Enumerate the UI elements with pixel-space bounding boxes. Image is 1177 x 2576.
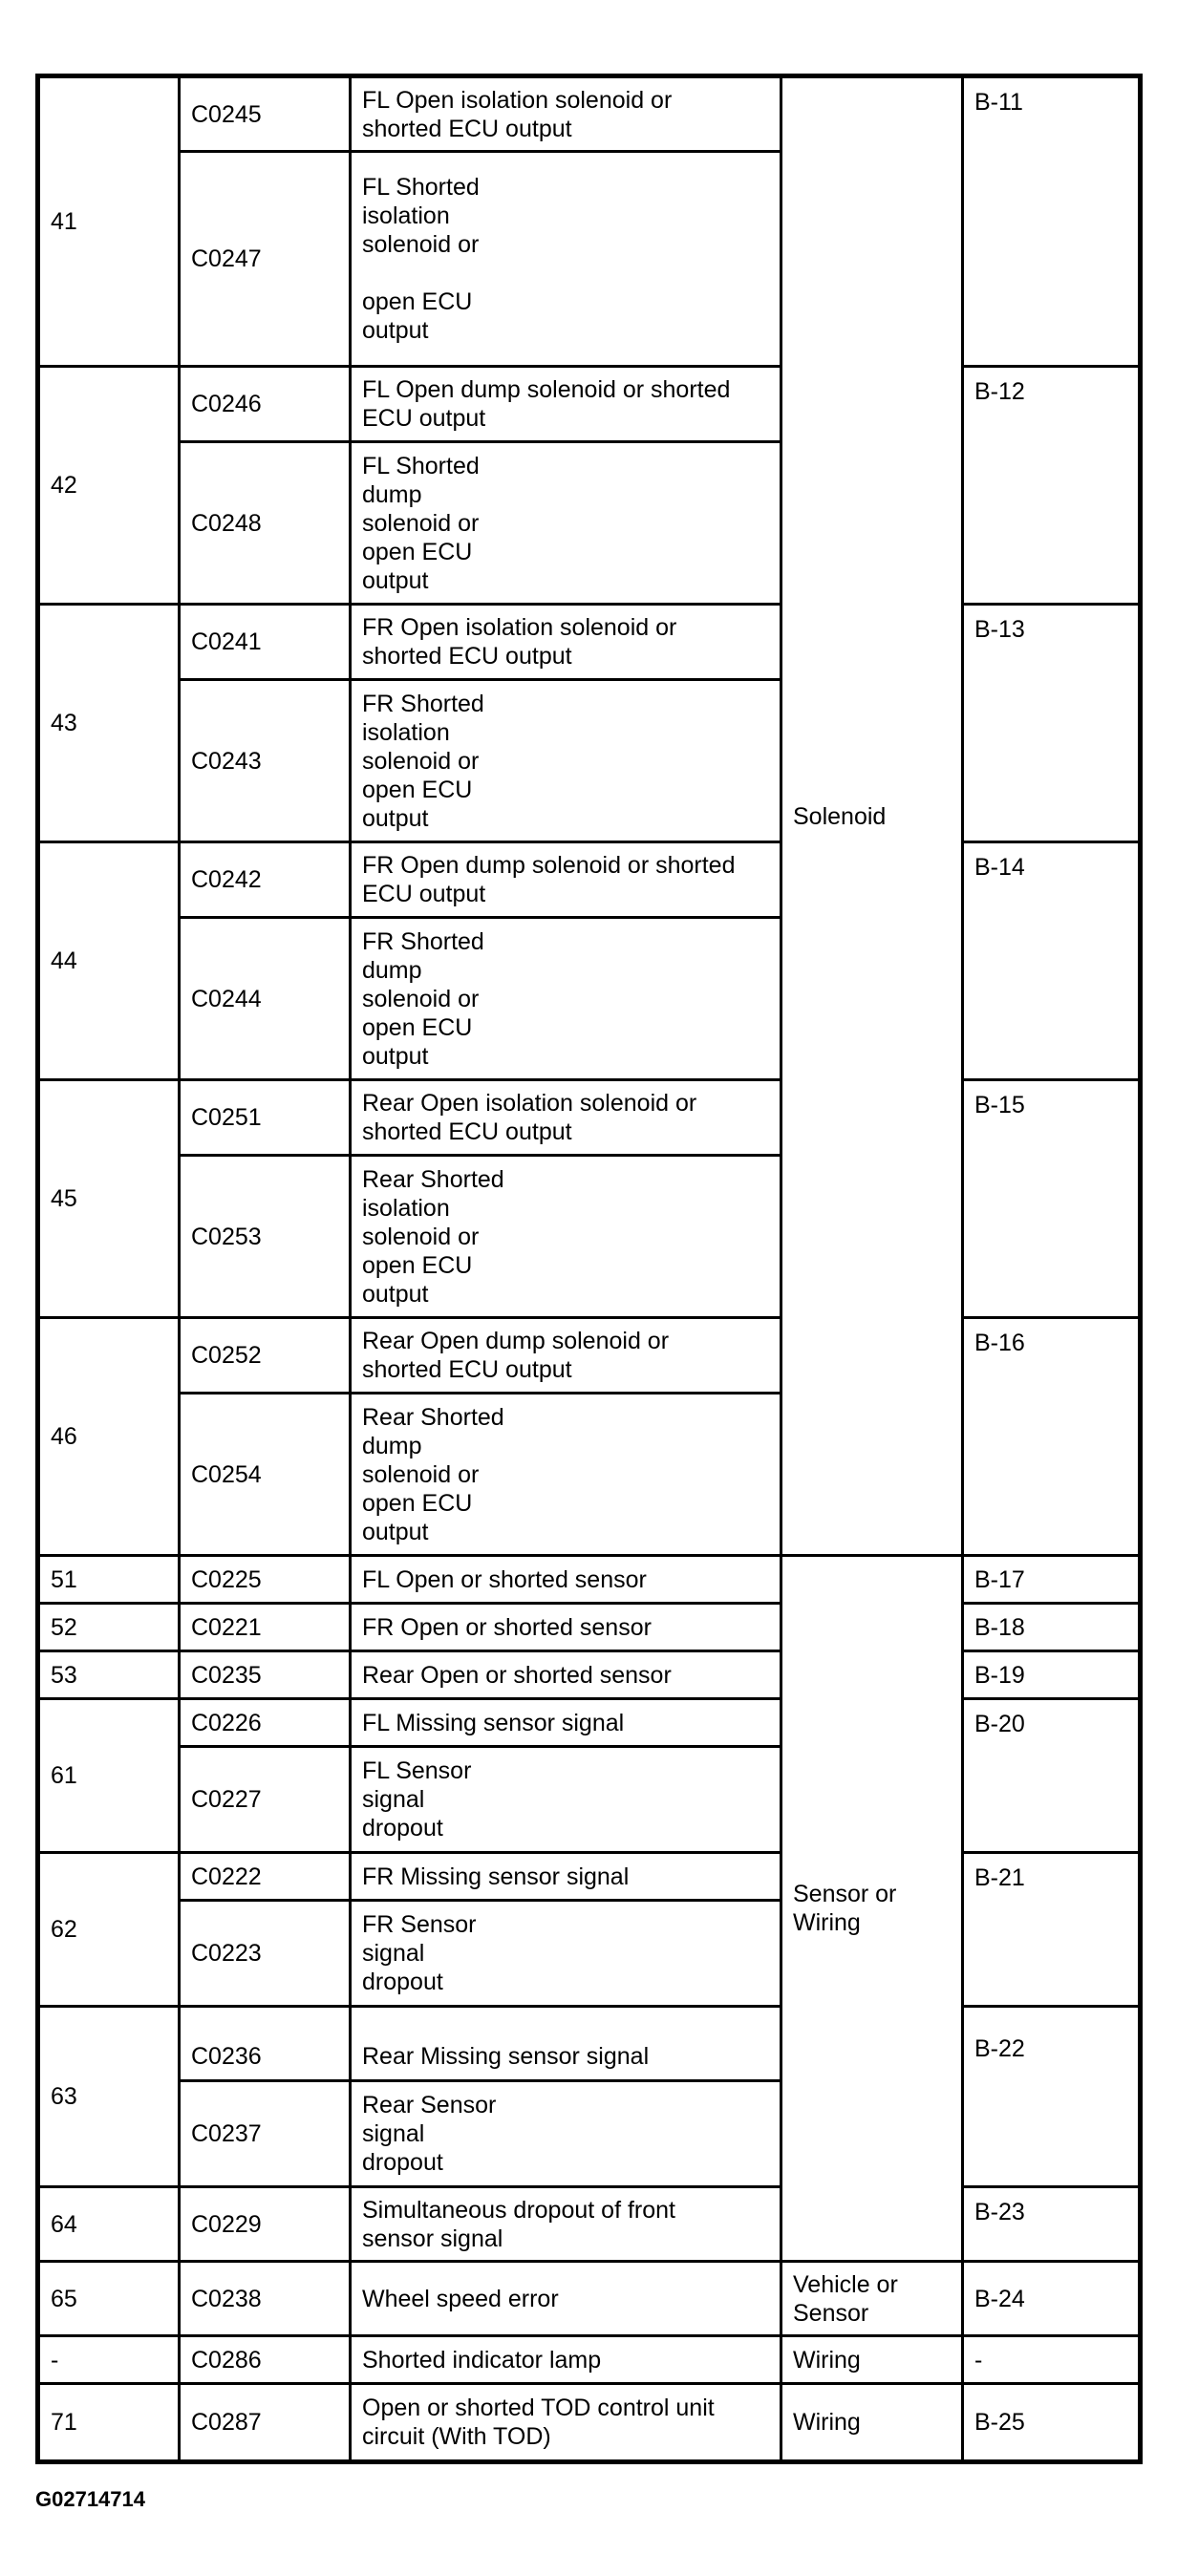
dtc-code-cell: C0221 <box>180 1604 351 1651</box>
table-row <box>38 1699 1141 1747</box>
reference-cell: B-20 <box>963 1699 1141 1853</box>
flash-code-cell: 64 <box>38 2187 180 2262</box>
description-cell: FL Open or shorted sensor <box>351 1556 781 1604</box>
description-cell: Rear Sensor signal dropout <box>351 2081 781 2187</box>
table-row <box>38 1556 1141 1604</box>
flash-code-cell: 42 <box>38 367 180 605</box>
figure-id: G02714714 <box>35 2487 145 2511</box>
description-cell: FR Open isolation solenoid or shorted ECU output <box>351 605 781 680</box>
description-cell: Simultaneous dropout of front sensor signal <box>351 2187 781 2262</box>
description-cell: Rear Shorted dump solenoid or open ECU output <box>351 1394 781 1556</box>
dtc-code-cell: C0235 <box>180 1651 351 1699</box>
description-cell: Open or shorted TOD control unit circuit (With TOD) <box>351 2384 781 2462</box>
description-cell: Wheel speed error <box>351 2262 781 2336</box>
description-cell: FR Missing sensor signal <box>351 1853 781 1901</box>
description-cell: Rear Open isolation solenoid or shorted ECU output <box>351 1080 781 1156</box>
dtc-code-cell: C0223 <box>180 1901 351 2007</box>
reference-cell: B-23 <box>963 2187 1141 2262</box>
flash-code-cell: 61 <box>38 1699 180 1853</box>
description-cell: FR Open dump solenoid or shorted ECU output <box>351 842 781 918</box>
dtc-code-cell: C0222 <box>180 1853 351 1901</box>
reference-cell: B-12 <box>963 367 1141 605</box>
table-row <box>38 1853 1141 1901</box>
table-row <box>38 76 1141 152</box>
reference-cell: B-14 <box>963 842 1141 1080</box>
dtc-code-cell: C0236 <box>180 2007 351 2081</box>
description-cell: FR Shorted isolation solenoid or open ECU output <box>351 680 781 842</box>
dtc-code-cell: C0225 <box>180 1556 351 1604</box>
table-row <box>38 605 1141 680</box>
description-cell: FL Shorted dump solenoid or open ECU output <box>351 442 781 605</box>
dtc-code-cell: C0243 <box>180 680 351 842</box>
flash-code-cell: 52 <box>38 1604 180 1651</box>
flash-code-cell: 62 <box>38 1853 180 2007</box>
flash-code-cell: 44 <box>38 842 180 1080</box>
reference-cell: B-13 <box>963 605 1141 842</box>
description-cell: FL Open dump solenoid or shorted ECU output <box>351 367 781 442</box>
reference-cell: B-19 <box>963 1651 1141 1699</box>
description-cell: FL Shorted isolation solenoid or open ECU output <box>351 152 781 367</box>
table-row <box>38 842 1141 918</box>
reference-cell: B-15 <box>963 1080 1141 1318</box>
item-cell: Sensor or Wiring <box>781 1556 963 2262</box>
dtc-code-cell: C0252 <box>180 1318 351 1394</box>
item-cell: Wiring <box>781 2336 963 2384</box>
reference-cell: B-11 <box>963 76 1141 367</box>
dtc-code-cell: C0247 <box>180 152 351 367</box>
flash-code-cell: 65 <box>38 2262 180 2336</box>
table-row <box>38 2384 1141 2462</box>
reference-cell: B-16 <box>963 1318 1141 1556</box>
table-row <box>38 1604 1141 1651</box>
reference-cell: B-25 <box>963 2384 1141 2462</box>
description-cell: Rear Missing sensor signal <box>351 2007 781 2081</box>
dtc-code-cell: C0226 <box>180 1699 351 1747</box>
description-cell: Rear Open or shorted sensor <box>351 1651 781 1699</box>
item-cell: Solenoid <box>781 76 963 1556</box>
reference-cell: B-24 <box>963 2262 1141 2336</box>
flash-code-cell: 53 <box>38 1651 180 1699</box>
item-cell: Vehicle or Sensor <box>781 2262 963 2336</box>
table-row <box>38 2262 1141 2336</box>
description-cell: FR Sensor signal dropout <box>351 1901 781 2007</box>
dtc-code-cell: C0287 <box>180 2384 351 2462</box>
dtc-code-cell: C0251 <box>180 1080 351 1156</box>
dtc-code-cell: C0254 <box>180 1394 351 1556</box>
dtc-code-cell: C0253 <box>180 1156 351 1318</box>
dtc-code-cell: C0245 <box>180 76 351 152</box>
description-cell: FR Open or shorted sensor <box>351 1604 781 1651</box>
description-cell: Rear Shorted isolation solenoid or open ECU output <box>351 1156 781 1318</box>
flash-code-cell: 43 <box>38 605 180 842</box>
flash-code-cell: 41 <box>38 76 180 367</box>
description-cell: FL Sensor signal dropout <box>351 1747 781 1853</box>
table-row <box>38 2187 1141 2262</box>
table-row <box>38 2336 1141 2384</box>
dtc-table <box>35 74 1143 2464</box>
reference-cell: B-22 <box>963 2007 1141 2187</box>
item-cell: Wiring <box>781 2384 963 2462</box>
dtc-code-cell: C0242 <box>180 842 351 918</box>
flash-code-cell: - <box>38 2336 180 2384</box>
description-cell: FL Open isolation solenoid or shorted ECU output <box>351 76 781 152</box>
reference-cell: B-18 <box>963 1604 1141 1651</box>
description-cell: Shorted indicator lamp <box>351 2336 781 2384</box>
dtc-code-cell: C0229 <box>180 2187 351 2262</box>
dtc-code-cell: C0237 <box>180 2081 351 2187</box>
description-cell: FL Missing sensor signal <box>351 1699 781 1747</box>
dtc-code-cell: C0286 <box>180 2336 351 2384</box>
description-cell: Rear Open dump solenoid or shorted ECU output <box>351 1318 781 1394</box>
flash-code-cell: 45 <box>38 1080 180 1318</box>
dtc-code-cell: C0248 <box>180 442 351 605</box>
flash-code-cell: 51 <box>38 1556 180 1604</box>
dtc-code-cell: C0244 <box>180 918 351 1080</box>
table-row <box>38 1318 1141 1394</box>
reference-cell: B-21 <box>963 1853 1141 2007</box>
dtc-code-cell: C0246 <box>180 367 351 442</box>
flash-code-cell: 71 <box>38 2384 180 2462</box>
flash-code-cell: 63 <box>38 2007 180 2187</box>
table-row <box>38 1651 1141 1699</box>
table-row <box>38 367 1141 442</box>
table-row <box>38 1080 1141 1156</box>
flash-code-cell: 46 <box>38 1318 180 1556</box>
dtc-code-cell: C0238 <box>180 2262 351 2336</box>
dtc-code-cell: C0227 <box>180 1747 351 1853</box>
reference-cell: - <box>963 2336 1141 2384</box>
table-row <box>38 2007 1141 2081</box>
reference-cell: B-17 <box>963 1556 1141 1604</box>
description-cell: FR Shorted dump solenoid or open ECU output <box>351 918 781 1080</box>
dtc-code-cell: C0241 <box>180 605 351 680</box>
